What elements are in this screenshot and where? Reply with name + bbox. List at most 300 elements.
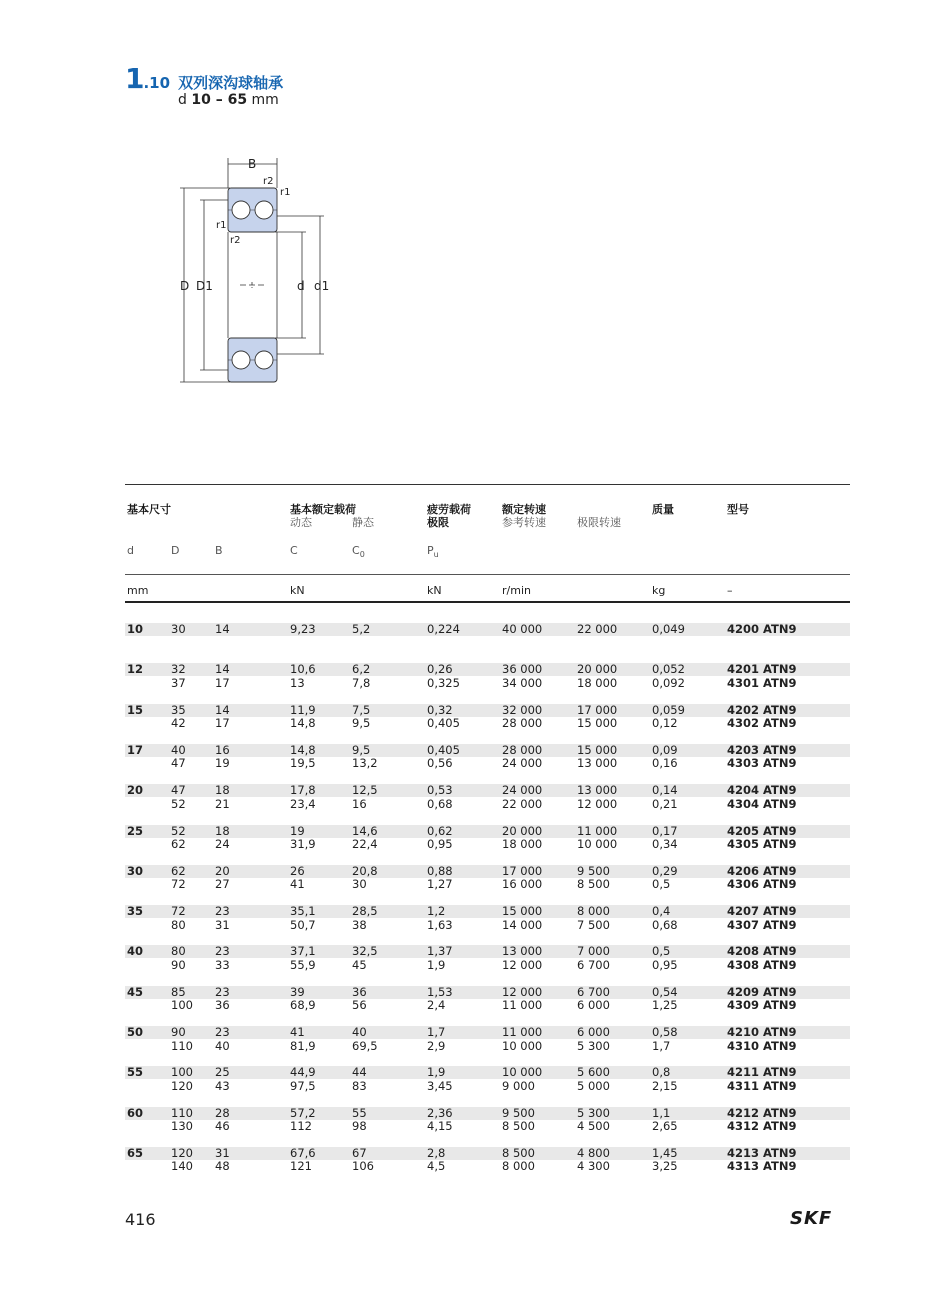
cell-limiting-speed: 6 700 bbox=[577, 984, 610, 999]
cell-mass: 1,1 bbox=[652, 1105, 671, 1120]
cell-B: 46 bbox=[215, 1119, 230, 1134]
cell-Pu: 1,2 bbox=[427, 904, 446, 919]
cell-limiting-speed: 13 000 bbox=[577, 756, 618, 771]
cell-reference-speed: 24 000 bbox=[502, 783, 543, 798]
cell-Pu: 0,325 bbox=[427, 675, 460, 690]
cell-B: 18 bbox=[215, 823, 230, 838]
cell-designation: 4304 ATN9 bbox=[727, 796, 797, 811]
cell-mass: 0,34 bbox=[652, 837, 678, 851]
cell-reference-speed: 40 000 bbox=[502, 622, 543, 636]
cell-limiting-speed: 5 300 bbox=[577, 1105, 610, 1120]
cell-limiting-speed: 6 700 bbox=[577, 957, 610, 972]
cell-C0: 9,5 bbox=[352, 742, 371, 757]
cell-D: 130 bbox=[171, 1119, 193, 1134]
cell-designation: 4210 ATN9 bbox=[727, 1025, 797, 1039]
cell-limiting-speed: 7 000 bbox=[577, 944, 610, 959]
cell-C0: 12,5 bbox=[352, 783, 378, 798]
cell-B: 17 bbox=[215, 675, 230, 690]
header-fatigue-limit: 极限 bbox=[427, 516, 449, 529]
cell-B: 40 bbox=[215, 1038, 230, 1053]
cell-limiting-speed: 15 000 bbox=[577, 716, 618, 731]
cell-B: 20 bbox=[215, 863, 230, 878]
cell-C0: 9,5 bbox=[352, 716, 371, 731]
symbol-C: C bbox=[290, 544, 298, 557]
cell-B: 28 bbox=[215, 1105, 230, 1120]
header-fatigue: 疲劳载荷 bbox=[427, 503, 471, 516]
header-reference-speed: 参考转速 bbox=[502, 516, 546, 529]
cell-D: 62 bbox=[171, 837, 186, 851]
header-speed-ratings: 额定转速 bbox=[502, 503, 546, 516]
cell-designation: 4212 ATN9 bbox=[727, 1105, 797, 1120]
cell-D: 32 bbox=[171, 662, 186, 677]
cell-limiting-speed: 5 600 bbox=[577, 1065, 610, 1080]
cell-mass: 0,5 bbox=[652, 877, 671, 892]
cell-mass: 0,54 bbox=[652, 984, 678, 999]
cell-Pu: 4,15 bbox=[427, 1119, 453, 1134]
cell-Pu: 3,45 bbox=[427, 1078, 453, 1093]
cell-B: 23 bbox=[215, 904, 230, 919]
symbol-D: D bbox=[171, 544, 180, 557]
label-d: d bbox=[297, 279, 305, 293]
cell-d: 55 bbox=[127, 1065, 144, 1080]
header-limiting-speed: 极限转速 bbox=[577, 516, 621, 529]
cell-Pu: 1,7 bbox=[427, 1025, 446, 1039]
cell-reference-speed: 15 000 bbox=[502, 904, 543, 919]
cell-C0: 67 bbox=[352, 1145, 367, 1160]
cell-C0: 44 bbox=[352, 1065, 367, 1080]
symbol-Pu bbox=[427, 544, 439, 561]
cell-B: 36 bbox=[215, 998, 230, 1013]
cell-mass: 2,15 bbox=[652, 1078, 678, 1093]
cell-C: 31,9 bbox=[290, 837, 316, 851]
cell-C: 13 bbox=[290, 675, 305, 690]
cell-D: 140 bbox=[171, 1159, 193, 1174]
cell-d: 12 bbox=[127, 662, 144, 677]
cell-reference-speed: 11 000 bbox=[502, 998, 543, 1013]
cell-D: 120 bbox=[171, 1145, 193, 1160]
cell-designation: 4305 ATN9 bbox=[727, 837, 797, 851]
cell-C: 112 bbox=[290, 1119, 312, 1134]
cell-D: 52 bbox=[171, 823, 186, 838]
cell-mass: 0,12 bbox=[652, 716, 678, 731]
cell-designation: 4313 ATN9 bbox=[727, 1159, 797, 1174]
cell-limiting-speed: 6 000 bbox=[577, 1025, 610, 1039]
cell-C0: 98 bbox=[352, 1119, 367, 1134]
cell-limiting-speed: 15 000 bbox=[577, 742, 618, 757]
cell-C0: 20,8 bbox=[352, 863, 378, 878]
cell-Pu: 0,62 bbox=[427, 823, 453, 838]
cell-designation: 4203 ATN9 bbox=[727, 742, 797, 757]
header-mass: 质量 bbox=[652, 503, 674, 516]
cell-mass: 0,68 bbox=[652, 917, 678, 932]
cell-d: 17 bbox=[127, 742, 144, 757]
cell-C: 50,7 bbox=[290, 917, 316, 932]
symbol-d: d bbox=[127, 544, 134, 557]
cell-D: 40 bbox=[171, 742, 186, 757]
cell-Pu: 1,37 bbox=[427, 944, 453, 959]
symbol-C0-base: C bbox=[352, 544, 360, 557]
unit-kg: kg bbox=[652, 584, 666, 597]
cell-C: 26 bbox=[290, 863, 305, 878]
cell-reference-speed: 16 000 bbox=[502, 877, 543, 892]
cell-Pu: 0,26 bbox=[427, 662, 453, 677]
cell-C: 19 bbox=[290, 823, 305, 838]
cell-reference-speed: 10 000 bbox=[502, 1038, 543, 1053]
section-number: 1 bbox=[125, 62, 144, 95]
cell-D: 90 bbox=[171, 1025, 186, 1039]
cell-mass: 1,7 bbox=[652, 1038, 671, 1053]
cell-C: 39 bbox=[290, 984, 305, 999]
cell-mass: 0,8 bbox=[652, 1065, 671, 1080]
cell-C: 37,1 bbox=[290, 944, 316, 959]
cell-D: 37 bbox=[171, 675, 186, 690]
cell-B: 33 bbox=[215, 957, 230, 972]
cell-D: 80 bbox=[171, 917, 186, 932]
cell-reference-speed: 28 000 bbox=[502, 742, 543, 757]
cell-mass: 0,29 bbox=[652, 863, 678, 878]
cell-limiting-speed: 10 000 bbox=[577, 837, 618, 851]
cell-C: 44,9 bbox=[290, 1065, 316, 1080]
cell-C0: 45 bbox=[352, 957, 367, 972]
cell-reference-speed: 12 000 bbox=[502, 984, 543, 999]
cell-B: 31 bbox=[215, 917, 230, 932]
cell-C: 17,8 bbox=[290, 783, 316, 798]
cell-C: 19,5 bbox=[290, 756, 316, 771]
cell-d: 40 bbox=[127, 944, 144, 959]
cell-B: 17 bbox=[215, 716, 230, 731]
cell-C0: 30 bbox=[352, 877, 367, 892]
cell-C: 81,9 bbox=[290, 1038, 316, 1053]
cell-C: 23,4 bbox=[290, 796, 316, 811]
cell-D: 80 bbox=[171, 944, 186, 959]
cell-C0: 14,6 bbox=[352, 823, 378, 838]
cell-designation: 4311 ATN9 bbox=[727, 1078, 797, 1093]
cell-mass: 3,25 bbox=[652, 1159, 678, 1174]
cell-B: 21 bbox=[215, 796, 230, 811]
cell-C0: 32,5 bbox=[352, 944, 378, 959]
cell-Pu: 0,32 bbox=[427, 702, 453, 717]
label-r1-inner: r1 bbox=[216, 220, 227, 231]
cell-D: 30 bbox=[171, 622, 186, 636]
cell-designation: 4309 ATN9 bbox=[727, 998, 797, 1013]
cell-C: 35,1 bbox=[290, 904, 316, 919]
cell-C: 41 bbox=[290, 877, 305, 892]
cell-C0: 16 bbox=[352, 796, 367, 811]
cell-mass: 0,09 bbox=[652, 742, 678, 757]
cell-C0: 7,5 bbox=[352, 702, 371, 717]
header-dynamic: 动态 bbox=[290, 516, 312, 529]
cell-designation: 4206 ATN9 bbox=[727, 863, 797, 878]
bearing-section-drawing bbox=[170, 150, 370, 390]
cell-C0: 106 bbox=[352, 1159, 374, 1174]
cell-limiting-speed: 5 300 bbox=[577, 1038, 610, 1053]
cell-d: 25 bbox=[127, 823, 144, 838]
cell-D: 120 bbox=[171, 1078, 193, 1093]
cell-Pu: 0,405 bbox=[427, 716, 460, 731]
symbol-C0-sub: 0 bbox=[359, 550, 365, 560]
label-d1: d1 bbox=[314, 279, 330, 293]
cell-C: 9,23 bbox=[290, 622, 316, 636]
cell-mass: 0,16 bbox=[652, 756, 678, 771]
cell-C: 121 bbox=[290, 1159, 312, 1174]
cell-limiting-speed: 8 000 bbox=[577, 904, 610, 919]
cell-D: 47 bbox=[171, 756, 186, 771]
units-top-rule bbox=[125, 574, 850, 575]
cell-B: 23 bbox=[215, 984, 230, 999]
unit-kN-P: kN bbox=[427, 584, 442, 597]
cell-Pu: 1,53 bbox=[427, 984, 453, 999]
cell-D: 72 bbox=[171, 877, 186, 892]
cell-designation: 4301 ATN9 bbox=[727, 675, 797, 690]
label-D1: D1 bbox=[196, 279, 213, 293]
cell-reference-speed: 8 500 bbox=[502, 1119, 535, 1134]
cell-C: 57,2 bbox=[290, 1105, 316, 1120]
cell-designation: 4303 ATN9 bbox=[727, 756, 797, 771]
cell-limiting-speed: 7 500 bbox=[577, 917, 610, 932]
label-r2-top: r2 bbox=[263, 176, 274, 187]
cell-Pu: 0,53 bbox=[427, 783, 453, 798]
cell-D: 100 bbox=[171, 1065, 193, 1080]
section-heading bbox=[125, 62, 283, 95]
label-r1-top: r1 bbox=[280, 187, 291, 198]
cell-mass: 0,5 bbox=[652, 944, 671, 959]
cell-limiting-speed: 22 000 bbox=[577, 622, 618, 636]
cell-D: 42 bbox=[171, 716, 186, 731]
cell-mass: 0,14 bbox=[652, 783, 678, 798]
cell-reference-speed: 22 000 bbox=[502, 796, 543, 811]
cell-C0: 69,5 bbox=[352, 1038, 378, 1053]
cell-D: 100 bbox=[171, 998, 193, 1013]
cell-limiting-speed: 4 800 bbox=[577, 1145, 610, 1160]
cell-B: 31 bbox=[215, 1145, 230, 1160]
cell-Pu: 2,36 bbox=[427, 1105, 453, 1120]
cell-designation: 4205 ATN9 bbox=[727, 823, 797, 838]
cell-designation: 4209 ATN9 bbox=[727, 984, 797, 999]
cell-designation: 4211 ATN9 bbox=[727, 1065, 797, 1080]
cell-designation: 4202 ATN9 bbox=[727, 702, 797, 717]
cell-mass: 0,049 bbox=[652, 622, 685, 636]
cell-C0: 6,2 bbox=[352, 662, 371, 677]
range-value: 10 – 65 bbox=[191, 92, 248, 108]
cell-C: 67,6 bbox=[290, 1145, 316, 1160]
skf-logo: SKF bbox=[790, 1208, 833, 1229]
cell-reference-speed: 13 000 bbox=[502, 944, 543, 959]
cell-C: 68,9 bbox=[290, 998, 316, 1013]
cell-C0: 5,2 bbox=[352, 622, 371, 636]
cell-B: 14 bbox=[215, 662, 230, 677]
cell-Pu: 0,68 bbox=[427, 796, 453, 811]
cell-mass: 0,059 bbox=[652, 702, 685, 717]
header-load-ratings: 基本额定载荷 bbox=[290, 503, 356, 516]
cell-reference-speed: 9 500 bbox=[502, 1105, 535, 1120]
symbol-C0 bbox=[352, 544, 365, 561]
cell-C0: 28,5 bbox=[352, 904, 378, 919]
cell-reference-speed: 20 000 bbox=[502, 823, 543, 838]
cell-designation: 4308 ATN9 bbox=[727, 957, 797, 972]
cell-Pu: 1,9 bbox=[427, 957, 446, 972]
cell-D: 62 bbox=[171, 863, 186, 878]
cell-designation: 4306 ATN9 bbox=[727, 877, 797, 892]
cell-D: 85 bbox=[171, 984, 186, 999]
cell-reference-speed: 36 000 bbox=[502, 662, 543, 677]
cell-mass: 0,95 bbox=[652, 957, 678, 972]
cell-Pu: 1,63 bbox=[427, 917, 453, 932]
cell-designation: 4204 ATN9 bbox=[727, 783, 797, 798]
symbol-B: B bbox=[215, 544, 223, 557]
cell-D: 52 bbox=[171, 796, 186, 811]
cell-limiting-speed: 4 500 bbox=[577, 1119, 610, 1134]
symbol-Pu-base: P bbox=[427, 544, 434, 557]
cell-C0: 40 bbox=[352, 1025, 367, 1039]
unit-mm: mm bbox=[127, 584, 149, 597]
units-bottom-rule bbox=[125, 601, 850, 603]
cell-D: 110 bbox=[171, 1038, 193, 1053]
cell-D: 35 bbox=[171, 702, 186, 717]
cell-d: 60 bbox=[127, 1105, 144, 1120]
cell-limiting-speed: 18 000 bbox=[577, 675, 618, 690]
cell-mass: 0,21 bbox=[652, 796, 678, 811]
cell-B: 25 bbox=[215, 1065, 230, 1080]
cell-reference-speed: 8 500 bbox=[502, 1145, 535, 1160]
cell-C0: 7,8 bbox=[352, 675, 371, 690]
cell-d: 65 bbox=[127, 1145, 144, 1160]
cell-Pu: 0,56 bbox=[427, 756, 453, 771]
cell-C0: 36 bbox=[352, 984, 367, 999]
symbol-Pu-sub: u bbox=[433, 550, 439, 560]
cell-d: 35 bbox=[127, 904, 144, 919]
cell-B: 18 bbox=[215, 783, 230, 798]
cell-limiting-speed: 17 000 bbox=[577, 702, 618, 717]
size-range bbox=[178, 92, 279, 108]
cell-d: 10 bbox=[127, 622, 144, 636]
cell-mass: 0,052 bbox=[652, 662, 685, 677]
header-static: 静态 bbox=[352, 516, 374, 529]
cell-d: 20 bbox=[127, 783, 144, 798]
cell-mass: 0,4 bbox=[652, 904, 671, 919]
cell-Pu: 2,9 bbox=[427, 1038, 446, 1053]
range-prefix: d bbox=[178, 92, 187, 108]
cell-reference-speed: 11 000 bbox=[502, 1025, 543, 1039]
cell-designation: 4310 ATN9 bbox=[727, 1038, 797, 1053]
cell-reference-speed: 24 000 bbox=[502, 756, 543, 771]
label-D: D bbox=[180, 279, 190, 293]
cell-Pu: 1,27 bbox=[427, 877, 453, 892]
cell-reference-speed: 9 000 bbox=[502, 1078, 535, 1093]
cell-D: 110 bbox=[171, 1105, 193, 1120]
cell-reference-speed: 32 000 bbox=[502, 702, 543, 717]
cell-Pu: 0,88 bbox=[427, 863, 453, 878]
cell-C: 14,8 bbox=[290, 742, 316, 757]
header-designation: 型号 bbox=[727, 503, 749, 516]
cell-limiting-speed: 11 000 bbox=[577, 823, 618, 838]
label-r2-inner: r2 bbox=[230, 235, 241, 246]
cell-limiting-speed: 13 000 bbox=[577, 783, 618, 798]
cell-limiting-speed: 20 000 bbox=[577, 662, 618, 677]
page-number: 416 bbox=[125, 1210, 156, 1229]
cell-limiting-speed: 12 000 bbox=[577, 796, 618, 811]
cell-C0: 13,2 bbox=[352, 756, 378, 771]
cell-C0: 22,4 bbox=[352, 837, 378, 851]
cell-mass: 0,58 bbox=[652, 1025, 678, 1039]
cell-B: 14 bbox=[215, 622, 230, 636]
cell-mass: 1,45 bbox=[652, 1145, 678, 1160]
cell-reference-speed: 34 000 bbox=[502, 675, 543, 690]
cell-B: 23 bbox=[215, 944, 230, 959]
cell-designation: 4200 ATN9 bbox=[727, 622, 797, 636]
cell-designation: 4201 ATN9 bbox=[727, 662, 797, 677]
section-title: 双列深沟球轴承 bbox=[178, 74, 284, 92]
cell-Pu: 4,5 bbox=[427, 1159, 446, 1174]
cell-d: 50 bbox=[127, 1025, 144, 1039]
range-unit: mm bbox=[251, 92, 279, 108]
cell-limiting-speed: 5 000 bbox=[577, 1078, 610, 1093]
cell-C0: 83 bbox=[352, 1078, 367, 1093]
cell-mass: 0,092 bbox=[652, 675, 685, 690]
cell-designation: 4207 ATN9 bbox=[727, 904, 797, 919]
cell-C: 14,8 bbox=[290, 716, 316, 731]
label-B: B bbox=[248, 157, 257, 171]
cell-designation: 4213 ATN9 bbox=[727, 1145, 797, 1160]
cell-C0: 38 bbox=[352, 917, 367, 932]
cell-B: 43 bbox=[215, 1078, 230, 1093]
cell-C: 11,9 bbox=[290, 702, 316, 717]
cell-limiting-speed: 4 300 bbox=[577, 1159, 610, 1174]
cell-d: 45 bbox=[127, 984, 144, 999]
cell-reference-speed: 17 000 bbox=[502, 863, 543, 878]
unit-rpm: r/min bbox=[502, 584, 531, 597]
cell-reference-speed: 14 000 bbox=[502, 917, 543, 932]
cell-limiting-speed: 9 500 bbox=[577, 863, 610, 878]
cell-designation: 4307 ATN9 bbox=[727, 917, 797, 932]
cell-B: 14 bbox=[215, 702, 230, 717]
header-basic-dimensions: 基本尺寸 bbox=[127, 503, 171, 516]
cell-reference-speed: 8 000 bbox=[502, 1159, 535, 1174]
cell-Pu: 0,95 bbox=[427, 837, 453, 851]
cell-D: 47 bbox=[171, 783, 186, 798]
cell-B: 48 bbox=[215, 1159, 230, 1174]
cell-limiting-speed: 8 500 bbox=[577, 877, 610, 892]
cell-mass: 1,25 bbox=[652, 998, 678, 1013]
cell-C: 55,9 bbox=[290, 957, 316, 972]
unit-kN-C: kN bbox=[290, 584, 305, 597]
cell-designation: 4312 ATN9 bbox=[727, 1119, 797, 1134]
cell-Pu: 1,9 bbox=[427, 1065, 446, 1080]
table-top-rule bbox=[125, 484, 850, 485]
cell-B: 27 bbox=[215, 877, 230, 892]
cell-B: 16 bbox=[215, 742, 230, 757]
cell-C0: 55 bbox=[352, 1105, 367, 1120]
cell-mass: 0,17 bbox=[652, 823, 678, 838]
cell-mass: 2,65 bbox=[652, 1119, 678, 1134]
cell-D: 90 bbox=[171, 957, 186, 972]
cell-B: 23 bbox=[215, 1025, 230, 1039]
cell-Pu: 2,4 bbox=[427, 998, 446, 1013]
cell-D: 72 bbox=[171, 904, 186, 919]
cell-d: 30 bbox=[127, 863, 144, 878]
cell-reference-speed: 18 000 bbox=[502, 837, 543, 851]
cell-d: 15 bbox=[127, 702, 144, 717]
cell-B: 19 bbox=[215, 756, 230, 771]
cell-designation: 4302 ATN9 bbox=[727, 716, 797, 731]
cell-reference-speed: 12 000 bbox=[502, 957, 543, 972]
section-sub-number: .10 bbox=[143, 74, 171, 92]
cell-reference-speed: 28 000 bbox=[502, 716, 543, 731]
cell-designation: 4208 ATN9 bbox=[727, 944, 797, 959]
cell-C0: 56 bbox=[352, 998, 367, 1013]
cell-Pu: 2,8 bbox=[427, 1145, 446, 1160]
cell-Pu: 0,405 bbox=[427, 742, 460, 757]
cell-C: 41 bbox=[290, 1025, 305, 1039]
